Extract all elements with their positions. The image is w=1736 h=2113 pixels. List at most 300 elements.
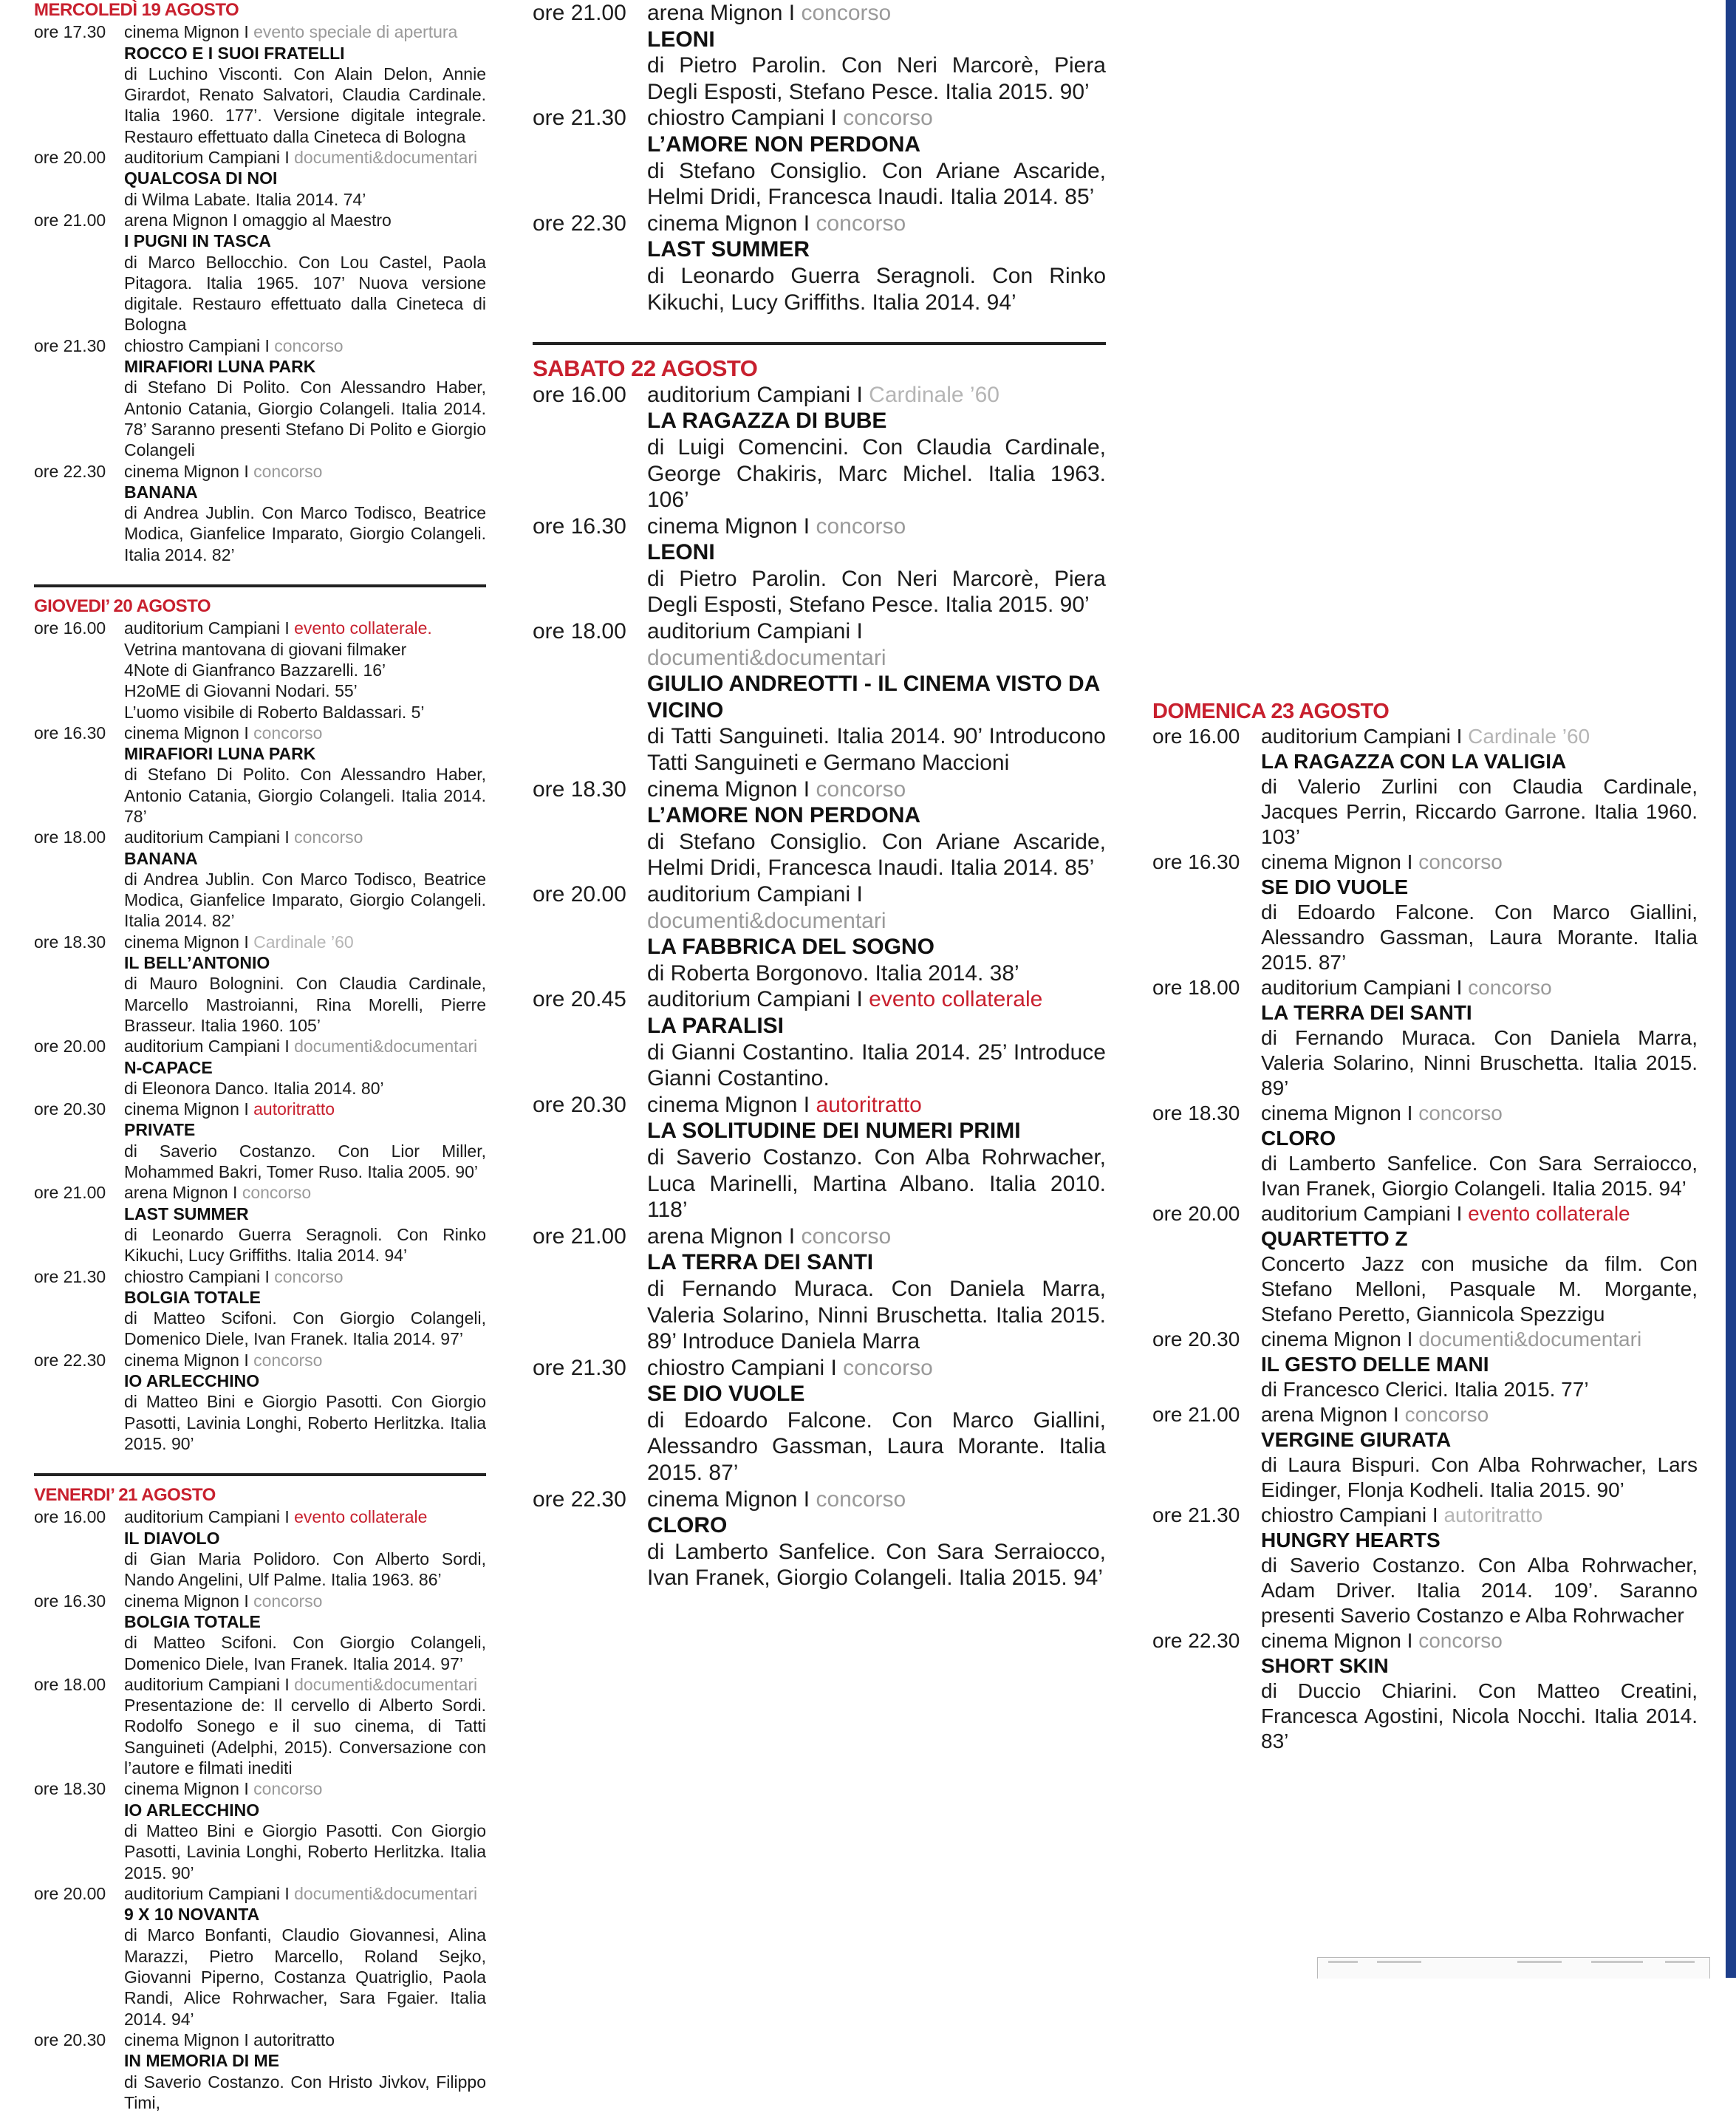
event-description: di Matteo Bini e Giorgio Pasotti. Con Giorgio Pasotti, Lavinia Longhi, Roberto Herlitzka. Italia 2015. 90’ bbox=[124, 1820, 486, 1883]
event-row bbox=[533, 1486, 1106, 1591]
event-title: MIRAFIORI LUNA PARK bbox=[124, 743, 486, 764]
event-venue-line bbox=[124, 1350, 486, 1370]
event-venue-line bbox=[1261, 1402, 1698, 1427]
event-venue: auditorium Campiani bbox=[647, 882, 850, 907]
event-time: ore 16.00 bbox=[34, 618, 124, 722]
event-row bbox=[1152, 724, 1698, 850]
event-description: di Gianni Costantino. Italia 2014. 25’ Introduce Gianni Costantino. bbox=[647, 1040, 1106, 1092]
event-time: ore 18.00 bbox=[533, 618, 647, 776]
event-description: di Saverio Costanzo. Con Lior Miller, Mohammed Bakri, Tomer Ruso. Italia 2005. 90’ bbox=[124, 1141, 486, 1183]
event-category: concorso bbox=[242, 1183, 311, 1202]
event-venue: auditorium Campiani bbox=[647, 383, 850, 407]
event-body bbox=[124, 21, 486, 147]
event-venue: cinema Mignon bbox=[647, 1487, 797, 1512]
event-venue: arena Mignon bbox=[647, 1, 782, 25]
event-category: concorso bbox=[274, 1267, 343, 1286]
event-venue-line bbox=[124, 461, 486, 482]
event-description: di Stefano Di Polito. Con Alessandro Haber, Antonio Catania, Giorgio Colangeli. Italia 2014. 78’ Saranno presenti Stefano Di Polito e Giorgio Colangeli bbox=[124, 377, 486, 460]
event-venue-line bbox=[1261, 975, 1698, 1000]
event-body bbox=[124, 147, 486, 210]
event-description: di Andrea Jublin. Con Marco Todisco, Beatrice Modica, Gianfelice Imparato, Giorgio Colangeli. Italia 2014. 82’ bbox=[124, 869, 486, 932]
event-description: di Pietro Parolin. Con Neri Marcorè, Piera Degli Esposti, Stefano Pesce. Italia 2015. 90’ bbox=[647, 566, 1106, 618]
event-description: di Pietro Parolin. Con Neri Marcorè, Piera Degli Esposti, Stefano Pesce. Italia 2015. 90’ bbox=[647, 52, 1106, 105]
event-time: ore 18.00 bbox=[1152, 975, 1261, 1101]
event-title: LA TERRA DEI SANTI bbox=[1261, 1000, 1698, 1025]
event-category: evento collaterale. bbox=[294, 618, 432, 638]
event-time: ore 21.00 bbox=[34, 1182, 124, 1266]
event-body bbox=[124, 1506, 486, 1590]
event-description: di Duccio Chiarini. Con Matteo Creatini, Francesca Agostini, Nicola Nocchi. Italia 2014. 83’ bbox=[1261, 1679, 1698, 1754]
event-venue-line bbox=[124, 723, 486, 743]
venue-separator: I bbox=[239, 1099, 253, 1119]
event-body bbox=[1261, 975, 1698, 1101]
event-body bbox=[124, 335, 486, 461]
event-description: di Marco Bellocchio. Con Lou Castel, Paola Pitagora. Italia 1965. 107’ Nuova versione digitale. Restauro effettuato dalla Cineteca di Bologna bbox=[124, 252, 486, 335]
event-row bbox=[533, 0, 1106, 105]
event-venue-line bbox=[124, 335, 486, 356]
event-description: di Eleonora Danco. Italia 2014. 80’ bbox=[124, 1078, 486, 1099]
event-row bbox=[1152, 1101, 1698, 1201]
event-venue: auditorium Campiani bbox=[124, 1037, 280, 1056]
event-title: BOLGIA TOTALE bbox=[124, 1611, 486, 1632]
event-category: concorso bbox=[843, 106, 933, 130]
event-title: VERGINE GIURATA bbox=[1261, 1427, 1698, 1453]
event-category: documenti&documentari bbox=[294, 148, 477, 167]
event-title: LA RAGAZZA CON LA VALIGIA bbox=[1261, 749, 1698, 774]
venue-separator: I bbox=[280, 1037, 294, 1056]
event-venue: auditorium Campiani bbox=[124, 827, 280, 847]
event-venue-line bbox=[647, 382, 1106, 409]
event-time: ore 20.00 bbox=[34, 1036, 124, 1099]
event-category: concorso bbox=[274, 336, 343, 355]
event-row bbox=[533, 776, 1106, 881]
event-category: evento collaterale bbox=[1468, 1202, 1630, 1225]
venue-separator: I bbox=[1401, 1102, 1418, 1124]
event-body bbox=[647, 986, 1106, 1091]
event-row bbox=[1152, 975, 1698, 1101]
venue-separator: I bbox=[797, 777, 816, 802]
event-category: concorso bbox=[801, 1224, 891, 1249]
event-list bbox=[533, 0, 1106, 315]
event-venue: arena Mignon bbox=[124, 211, 228, 230]
event-title: IO ARLECCHINO bbox=[124, 1800, 486, 1820]
event-row bbox=[533, 1223, 1106, 1355]
event-row bbox=[34, 1591, 486, 1674]
event-time: ore 17.30 bbox=[34, 21, 124, 147]
event-title: LA FABBRICA DEL SOGNO bbox=[647, 934, 1106, 960]
event-category: concorso bbox=[816, 211, 906, 236]
event-category: concorso bbox=[294, 827, 363, 847]
event-venue-line bbox=[647, 1223, 1106, 1250]
event-venue: cinema Mignon bbox=[124, 462, 239, 481]
venue-separator: I bbox=[239, 1351, 253, 1370]
venue-separator: I bbox=[782, 1, 801, 25]
event-body bbox=[647, 776, 1106, 881]
event-venue-line bbox=[124, 1182, 486, 1203]
event-venue: cinema Mignon bbox=[647, 514, 797, 539]
event-time: ore 20.30 bbox=[1152, 1327, 1261, 1402]
event-time: ore 20.30 bbox=[34, 2030, 124, 2113]
venue-separator: I bbox=[260, 336, 274, 355]
event-title: SE DIO VUOLE bbox=[1261, 875, 1698, 900]
event-venue: chiostro Campiani bbox=[647, 1356, 824, 1380]
venue-separator: I bbox=[1401, 1328, 1418, 1351]
event-row bbox=[34, 335, 486, 461]
event-category: Cardinale ’60 bbox=[1468, 725, 1590, 748]
event-row bbox=[34, 1266, 486, 1350]
event-description: di Matteo Scifoni. Con Giorgio Colangeli, Domenico Diele, Ivan Franek. Italia 2014. 97’ bbox=[124, 1632, 486, 1674]
event-row bbox=[533, 211, 1106, 315]
event-time: ore 18.30 bbox=[34, 1778, 124, 1882]
event-venue: chiostro Campiani bbox=[647, 106, 824, 130]
event-venue-line bbox=[647, 513, 1106, 540]
event-category: documenti&documentari bbox=[294, 1037, 477, 1056]
event-time: ore 20.00 bbox=[1152, 1201, 1261, 1327]
event-venue: auditorium Campiani bbox=[124, 148, 280, 167]
venue-separator: I bbox=[280, 1884, 294, 1903]
event-title: BOLGIA TOTALE bbox=[124, 1287, 486, 1308]
event-body bbox=[647, 1486, 1106, 1591]
event-body bbox=[124, 618, 486, 722]
event-title: L’AMORE NON PERDONA bbox=[647, 802, 1106, 829]
day-title: SABATO 22 AGOSTO bbox=[533, 355, 1106, 382]
event-venue-line bbox=[124, 1036, 486, 1056]
venue-separator: I bbox=[782, 1224, 801, 1249]
venue-separator: I bbox=[239, 1591, 253, 1611]
event-time: ore 20.00 bbox=[34, 1883, 124, 2030]
schedule-column-3 bbox=[1152, 699, 1698, 1754]
event-venue-line bbox=[124, 1883, 486, 1904]
event-description: di Saverio Costanzo. Con Hristo Jivkov, Filippo Timi, bbox=[124, 2072, 486, 2113]
event-title: QUALCOSA DI NOI bbox=[124, 168, 486, 188]
event-category: documenti&documentari bbox=[1418, 1328, 1641, 1351]
event-category: Cardinale ’60 bbox=[253, 932, 354, 952]
event-category: concorso bbox=[1418, 1102, 1503, 1124]
event-venue-line bbox=[124, 827, 486, 847]
venue-separator: I bbox=[228, 1183, 242, 1202]
event-title: HUNGRY HEARTS bbox=[1261, 1528, 1698, 1553]
event-venue: cinema Mignon bbox=[124, 723, 239, 743]
venue-separator: I bbox=[280, 618, 294, 638]
page-thumbnail bbox=[1317, 1957, 1710, 1979]
event-description: di Marco Bonfanti, Claudio Giovannesi, Alina Marazzi, Pietro Marcello, Roland Sejko, Giovanni Piperno, Costanza Quatriglio, Paola Randi, Alice Rohrwacher, Sara Fgaier. Italia 2014. 94’ bbox=[124, 1925, 486, 2029]
event-venue: chiostro Campiani bbox=[124, 336, 260, 355]
event-row bbox=[34, 1674, 486, 1778]
event-description: Vetrina mantovana di giovani filmaker 4Note di Gianfranco Bazzarelli. 16’ H2oME di Giovanni Nodari. 55’ L’uomo visibile di Roberto Baldassari. 5’ bbox=[124, 639, 486, 723]
event-venue-line bbox=[124, 1778, 486, 1799]
event-row bbox=[533, 513, 1106, 618]
schedule-column-2 bbox=[533, 0, 1106, 1591]
venue-separator: I bbox=[239, 1779, 253, 1798]
event-list bbox=[533, 382, 1106, 1591]
day-title: VENERDI’ 21 AGOSTO bbox=[34, 1485, 486, 1506]
event-category: concorso bbox=[816, 777, 906, 802]
event-row bbox=[1152, 1327, 1698, 1402]
event-description: di Stefano Consiglio. Con Ariane Ascaride, Helmi Dridi, Francesca Inaudi. Italia 2014. 85’ bbox=[647, 829, 1106, 881]
event-time: ore 22.30 bbox=[34, 461, 124, 565]
event-list bbox=[34, 21, 486, 565]
schedule-column-1 bbox=[34, 0, 486, 2113]
event-title: LEONI bbox=[647, 539, 1106, 566]
event-title: ROCCO E I SUOI FRATELLI bbox=[124, 43, 486, 64]
event-body bbox=[647, 105, 1106, 210]
event-time: ore 21.00 bbox=[533, 1223, 647, 1355]
day-title: DOMENICA 23 AGOSTO bbox=[1152, 699, 1698, 724]
event-title: IL DIAVOLO bbox=[124, 1528, 486, 1549]
event-venue: cinema Mignon bbox=[647, 211, 797, 236]
event-body bbox=[1261, 1101, 1698, 1201]
event-title: I PUGNI IN TASCA bbox=[124, 231, 486, 251]
day-block bbox=[533, 0, 1106, 315]
venue-separator: I bbox=[850, 987, 869, 1011]
event-row bbox=[34, 932, 486, 1036]
venue-separator: I bbox=[797, 211, 816, 236]
day-block bbox=[34, 1485, 486, 2113]
event-time: ore 16.30 bbox=[34, 723, 124, 827]
event-row bbox=[34, 1099, 486, 1182]
event-venue: cinema Mignon bbox=[1261, 1102, 1401, 1124]
event-description: di Lamberto Sanfelice. Con Sara Serraiocco, Ivan Franek, Giorgio Colangeli. Italia 2015. 94’ bbox=[1261, 1151, 1698, 1201]
event-category: autoritratto bbox=[1443, 1503, 1542, 1526]
event-time: ore 20.30 bbox=[34, 1099, 124, 1182]
event-category: documenti&documentari bbox=[647, 646, 886, 670]
event-category: concorso bbox=[1468, 976, 1552, 999]
event-body bbox=[124, 1099, 486, 1182]
event-time: ore 18.00 bbox=[34, 827, 124, 931]
event-category: autoritratto bbox=[253, 2030, 335, 2049]
event-time: ore 21.30 bbox=[533, 1355, 647, 1486]
event-title: PRIVATE bbox=[124, 1119, 486, 1140]
event-description: di Edoardo Falcone. Con Marco Giallini, Alessandro Gassman, Laura Morante. Italia 2015. 87’ bbox=[647, 1407, 1106, 1486]
event-venue: cinema Mignon bbox=[124, 22, 239, 41]
event-venue: auditorium Campiani bbox=[124, 1675, 280, 1694]
event-description: di Luigi Comencini. Con Claudia Cardinale, George Chakiris, Marc Michel. Italia 1963. 106’ bbox=[647, 434, 1106, 513]
venue-separator: I bbox=[1451, 976, 1468, 999]
event-body bbox=[647, 618, 1106, 776]
event-body bbox=[124, 461, 486, 565]
event-venue: cinema Mignon bbox=[124, 2030, 239, 2049]
event-body bbox=[647, 211, 1106, 315]
event-title: BANANA bbox=[124, 848, 486, 869]
venue-separator: I bbox=[280, 827, 294, 847]
day-title: GIOVEDI’ 20 AGOSTO bbox=[34, 596, 486, 617]
venue-separator: I bbox=[797, 1093, 816, 1117]
event-title: QUARTETTO Z bbox=[1261, 1226, 1698, 1252]
event-description: di Laura Bispuri. Con Alba Rohrwacher, Lars Eidinger, Flonja Kodheli. Italia 2015. 90’ bbox=[1261, 1453, 1698, 1503]
event-venue: auditorium Campiani bbox=[1261, 1202, 1451, 1225]
event-row bbox=[34, 723, 486, 827]
event-venue-line bbox=[647, 881, 1106, 934]
venue-separator: I bbox=[1387, 1403, 1404, 1426]
day-block bbox=[34, 596, 486, 1454]
event-body bbox=[1261, 1327, 1698, 1402]
venue-separator: I bbox=[824, 106, 843, 130]
event-description: di Wilma Labate. Italia 2014. 74’ bbox=[124, 189, 486, 210]
event-row bbox=[1152, 850, 1698, 975]
venue-separator: I bbox=[797, 1487, 816, 1512]
event-venue: cinema Mignon bbox=[647, 777, 797, 802]
event-row bbox=[34, 1778, 486, 1882]
event-description: di Matteo Scifoni. Con Giorgio Colangeli, Domenico Diele, Ivan Franek. Italia 2014. 97’ bbox=[124, 1308, 486, 1350]
event-row bbox=[34, 827, 486, 931]
event-time: ore 20.45 bbox=[533, 986, 647, 1091]
event-venue: cinema Mignon bbox=[124, 1591, 239, 1611]
event-body bbox=[1261, 1503, 1698, 1628]
event-time: ore 22.30 bbox=[533, 1486, 647, 1591]
event-list bbox=[34, 1506, 486, 2113]
event-time: ore 20.00 bbox=[533, 881, 647, 986]
event-description: di Fernando Muraca. Con Daniela Marra, Valeria Solarino, Ninni Bruschetta. Italia 2015. 89’ Introduce Daniela Marra bbox=[647, 1276, 1106, 1355]
venue-separator: I bbox=[1451, 1202, 1468, 1225]
event-venue-line bbox=[1261, 1101, 1698, 1126]
event-title: LAST SUMMER bbox=[124, 1204, 486, 1224]
event-venue-line bbox=[124, 1674, 486, 1695]
event-row bbox=[1152, 1201, 1698, 1327]
day-block bbox=[1152, 699, 1698, 1754]
event-body bbox=[124, 1591, 486, 1674]
event-venue-line bbox=[124, 2030, 486, 2050]
venue-separator: I bbox=[239, 723, 253, 743]
venue-separator: I bbox=[1451, 725, 1468, 748]
venue-separator: I bbox=[239, 2030, 253, 2049]
event-row bbox=[533, 618, 1106, 776]
event-time: ore 20.00 bbox=[34, 147, 124, 210]
event-body bbox=[647, 1092, 1106, 1223]
event-category: documenti&documentari bbox=[294, 1675, 477, 1694]
event-description: di Saverio Costanzo. Con Alba Rohrwacher, Luca Marinelli, Martina Albano. Italia 2010. 118’ bbox=[647, 1144, 1106, 1223]
event-time: ore 16.00 bbox=[533, 382, 647, 513]
event-body bbox=[1261, 1628, 1698, 1754]
venue-separator: I bbox=[797, 514, 816, 539]
event-row bbox=[1152, 1402, 1698, 1503]
event-title: IL GESTO DELLE MANI bbox=[1261, 1352, 1698, 1377]
event-venue-line bbox=[647, 776, 1106, 803]
event-category: documenti&documentari bbox=[294, 1884, 477, 1903]
event-venue: auditorium Campiani bbox=[647, 619, 850, 644]
day-block bbox=[34, 0, 486, 565]
event-category: concorso bbox=[843, 1356, 933, 1380]
event-description: di Leonardo Guerra Seragnoli. Con Rinko Kikuchi, Lucy Griffiths. Italia 2014. 94’ bbox=[124, 1224, 486, 1266]
event-venue-line bbox=[647, 105, 1106, 132]
event-venue-line bbox=[1261, 1201, 1698, 1226]
event-venue-line bbox=[647, 986, 1106, 1013]
event-venue: cinema Mignon bbox=[124, 1099, 239, 1119]
event-time: ore 20.30 bbox=[533, 1092, 647, 1223]
venue-separator: I bbox=[280, 1675, 294, 1694]
event-time: ore 18.00 bbox=[34, 1674, 124, 1778]
event-title: LEONI bbox=[647, 27, 1106, 53]
event-time: ore 21.30 bbox=[34, 335, 124, 461]
venue-separator: I bbox=[850, 882, 863, 907]
event-body bbox=[124, 932, 486, 1036]
event-venue-line bbox=[647, 618, 1106, 671]
event-body bbox=[647, 1355, 1106, 1486]
event-row bbox=[34, 1883, 486, 2030]
event-body bbox=[124, 2030, 486, 2113]
day-block bbox=[533, 355, 1106, 1591]
event-time: ore 18.30 bbox=[34, 932, 124, 1036]
event-venue-line bbox=[124, 932, 486, 952]
event-row bbox=[34, 461, 486, 565]
event-time: ore 22.30 bbox=[533, 211, 647, 315]
event-body bbox=[124, 1778, 486, 1882]
event-category: Cardinale ’60 bbox=[869, 383, 999, 407]
event-title: LA RAGAZZA DI BUBE bbox=[647, 408, 1106, 434]
event-title: BANANA bbox=[124, 482, 486, 502]
event-title: N-CAPACE bbox=[124, 1057, 486, 1078]
event-category: concorso bbox=[253, 462, 322, 481]
venue-separator: I bbox=[850, 383, 869, 407]
event-venue-line bbox=[124, 1506, 486, 1527]
event-list bbox=[1152, 724, 1698, 1754]
event-body bbox=[1261, 1201, 1698, 1327]
event-title: LA PARALISI bbox=[647, 1013, 1106, 1040]
event-title: IL BELL’ANTONIO bbox=[124, 952, 486, 973]
event-venue: auditorium Campiani bbox=[1261, 725, 1451, 748]
event-row bbox=[34, 1506, 486, 1590]
event-title: LAST SUMMER bbox=[647, 236, 1106, 263]
venue-separator: I bbox=[1426, 1503, 1443, 1526]
event-description: di Stefano Consiglio. Con Ariane Ascaride, Helmi Dridi, Francesca Inaudi. Italia 2014. 85’ bbox=[647, 158, 1106, 211]
event-body bbox=[124, 723, 486, 827]
event-venue-line bbox=[1261, 724, 1698, 749]
event-description: di Fernando Muraca. Con Daniela Marra, Valeria Solarino, Ninni Bruschetta. Italia 2015. 89’ bbox=[1261, 1025, 1698, 1101]
event-category: concorso bbox=[816, 1487, 906, 1512]
event-venue: cinema Mignon bbox=[124, 1779, 239, 1798]
venue-separator: I bbox=[228, 211, 242, 230]
event-title: MIRAFIORI LUNA PARK bbox=[124, 356, 486, 377]
event-description: Concerto Jazz con musiche da film. Con Stefano Melloni, Pasquale M. Morgante, Stefano Peretto, Giannicola Spezzigu bbox=[1261, 1252, 1698, 1327]
event-title: 9 X 10 NOVANTA bbox=[124, 1904, 486, 1925]
event-category: documenti&documentari bbox=[647, 909, 886, 933]
event-venue-line bbox=[1261, 850, 1698, 875]
event-description: di Tatti Sanguineti. Italia 2014. 90’ Introducono Tatti Sanguineti e Germano Maccioni bbox=[647, 723, 1106, 776]
page-edge-bar bbox=[1726, 0, 1736, 1978]
event-body bbox=[124, 1266, 486, 1350]
event-description: di Matteo Bini e Giorgio Pasotti. Con Giorgio Pasotti, Lavinia Longhi, Roberto Herlitzka. Italia 2015. 90’ bbox=[124, 1391, 486, 1454]
event-time: ore 16.30 bbox=[533, 513, 647, 618]
event-description: di Francesco Clerici. Italia 2015. 77’ bbox=[1261, 1377, 1698, 1402]
event-row bbox=[34, 210, 486, 335]
event-venue: arena Mignon bbox=[124, 1183, 228, 1202]
event-time: ore 18.30 bbox=[1152, 1101, 1261, 1201]
event-time: ore 16.30 bbox=[34, 1591, 124, 1674]
event-body bbox=[124, 1350, 486, 1454]
event-venue-line bbox=[124, 618, 486, 638]
venue-separator: I bbox=[260, 1267, 274, 1286]
venue-separator: I bbox=[1401, 850, 1418, 873]
venue-separator: I bbox=[280, 148, 294, 167]
event-time: ore 21.00 bbox=[533, 0, 647, 105]
event-body bbox=[647, 382, 1106, 513]
event-venue-line bbox=[647, 1355, 1106, 1382]
event-venue: chiostro Campiani bbox=[124, 1267, 260, 1286]
event-venue: auditorium Campiani bbox=[124, 1884, 280, 1903]
event-category: concorso bbox=[253, 1779, 322, 1798]
venue-separator: I bbox=[239, 462, 253, 481]
event-category: omaggio al Maestro bbox=[242, 211, 392, 230]
event-description: di Leonardo Guerra Seragnoli. Con Rinko Kikuchi, Lucy Griffiths. Italia 2014. 94’ bbox=[647, 263, 1106, 315]
event-time: ore 21.00 bbox=[1152, 1402, 1261, 1503]
event-row bbox=[34, 21, 486, 147]
event-category: concorso bbox=[1418, 850, 1503, 873]
venue-separator: I bbox=[824, 1356, 843, 1380]
event-body bbox=[1261, 850, 1698, 975]
event-venue: cinema Mignon bbox=[124, 1351, 239, 1370]
event-body bbox=[1261, 724, 1698, 850]
event-time: ore 16.00 bbox=[34, 1506, 124, 1590]
event-venue: auditorium Campiani bbox=[124, 618, 280, 638]
